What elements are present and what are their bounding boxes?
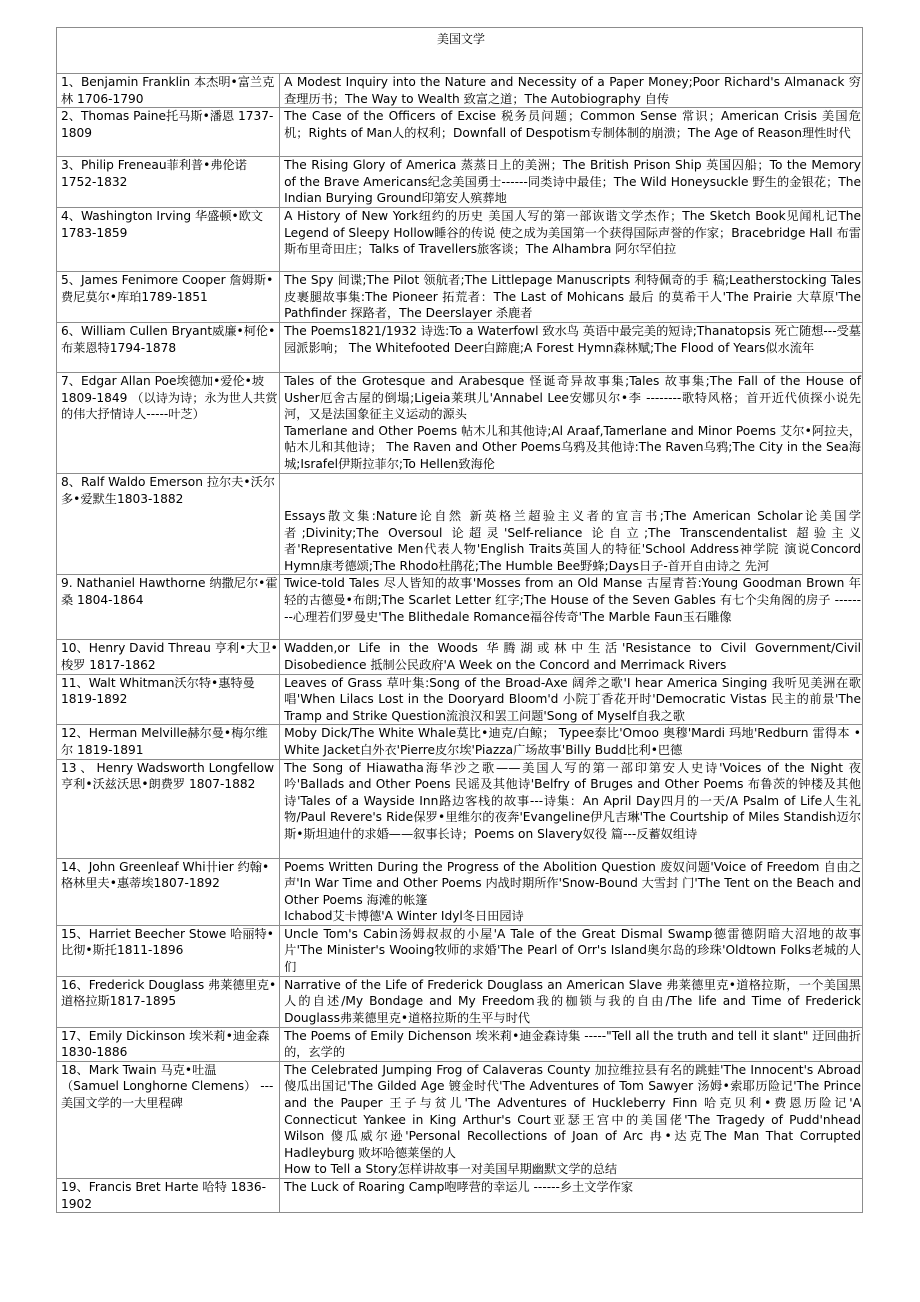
table-row-11 <box>57 674 863 725</box>
works-cell <box>280 858 863 925</box>
works-text: Tales of the Grotesque and Arabesque 怪诞奇异故事集;Tales 故事集;The Fall of the House of Usher厄舍古屋的倒塌;Ligeia莱琪儿'Annabel Lee安娜贝尔•李 --------歌特风格；首开近代侦探小说先河，又是法国象征主义运动的源头 <box>284 373 861 422</box>
works-cell <box>280 322 863 372</box>
author-cell: 17、Emily Dickinson 埃米莉•迪金森 1830-1886 <box>57 1027 280 1061</box>
author-cell: 14、John Greenleaf Whi卄ier 约翰•格林里夫•惠蒂埃1807-1892 <box>57 858 280 925</box>
table-row-13 <box>57 759 863 858</box>
table-row-12 <box>57 725 863 759</box>
table-row-5 <box>57 272 863 323</box>
works-text: The Poems1821/1932 诗选:To a Waterfowl 致水鸟 英语中最完美的短诗;Thanatopsis 死亡随想---受墓园派影响； The Whitefooted Deer白蹄鹿;A Forest Hymn森林赋;The Flood of Years似水流年 <box>284 323 861 355</box>
works-text: Essays散文集:Nature论自然 新英格兰超验主义者的宣言书;The American Scholar论美国学者;Divinity;The Oversoul 论超灵'Self-reliance 论自立;The Transcendentalist 超验主义者'Representative Men代表人物'English Traits英国人的特征'School Address神学院 演说Concord Hymn康考德颂;The Rhodo杜鹃花;The Humble Bee野蜂;Days日子-首开自由诗之 先河 <box>284 508 861 573</box>
works-text: The Case of the Officers of Excise 税务员问题；Common Sense 常识；American Crisis 美国危机；Rights of Man人的权利；Downfall of Despotism专制体制的崩溃；The Age of Reason理性时代 <box>284 109 861 140</box>
author-cell: 8、Ralf Waldo Emerson 拉尔夫•沃尔多•爱默生1803-1882 <box>57 473 280 574</box>
table-row-18 <box>57 1061 863 1178</box>
table-row-16 <box>57 976 863 1027</box>
works-cell <box>280 1179 863 1213</box>
works-text: The Celebrated Jumping Frog of Calaveras County 加拉维拉县有名的跳蛙'The Innocent's Abroad 傻瓜出国记'The Gilded Age 镀金时代'The Adventures of Tom Sawyer 汤姆•索耶历险记'The Prince and the Pauper 王子与贫儿'The Adventures of Huckleberry Finn 哈克贝利•费恩历险记'A Connecticut Yankee in King Arthur's Court亚瑟王宫中的美国佬'The Tragedy of Pudd'nhead Wilson 傻瓜威尔逊'Personal Recollections of Joan of Arc 冉•达克The Man That Corrupted Hadleyburg 败坏哈德莱堡的人 <box>284 1062 861 1160</box>
author-cell: 19、Francis Bret Harte 哈特 1836-1902 <box>57 1179 280 1213</box>
literature-table <box>56 27 863 1213</box>
works-text: Poems Written During the Progress of the Abolition Question 废奴问题'Voice of Freedom 自由之声'In War Time and Other Poems 内战时期所作'Snow-Bound 大雪封 门'The Tent on the Beach and Other Poems 海滩的帐篷 <box>284 859 861 907</box>
table-row-19 <box>57 1179 863 1213</box>
works-text: Uncle Tom's Cabin汤姆叔叔的小屋'A Tale of the Great Dismal Swamp德雷德阴暗大沼地的故事片'The Minister's Wooing牧师的求婚'The Pearl of Orr's Island奥尔岛的珍珠'Oldtown Folks老城的人们 <box>284 926 861 975</box>
cell-spacer <box>284 491 861 508</box>
works-cell <box>280 976 863 1027</box>
table-row-8 <box>57 473 863 574</box>
works-text: The Luck of Roaring Camp咆哮营的幸运儿 ------乡土文学作家 <box>284 1180 634 1194</box>
table-row-7 <box>57 372 863 473</box>
works-cell <box>280 473 863 574</box>
cell-spacer <box>284 474 861 491</box>
author-cell: 16、Frederick Douglass 弗莱德里克•道格拉斯1817-1895 <box>57 976 280 1027</box>
author-cell: 11、Walt Whitman沃尔特•惠特曼 1819-1892 <box>57 674 280 725</box>
author-cell: 1、Benjamin Franklin 本杰明•富兰克林 1706-1790 <box>57 74 280 108</box>
author-cell: 2、Thomas Paine托马斯•潘恩 1737-1809 <box>57 108 280 157</box>
table-row-14 <box>57 858 863 925</box>
works-cell <box>280 372 863 473</box>
works-text: Wadden,or Life in the Woods 华腾湖或林中生活'Resistance to Civil Government/Civil Disobedience 抵制公民政府'A Week on the Concord and Merrimack Rivers <box>284 641 861 672</box>
works-cell <box>280 674 863 725</box>
table-row-2 <box>57 108 863 157</box>
author-cell: 7、Edgar Allan Poe埃德加•爱伦•坡1809-1849 （以诗为诗；永为世人共赏的伟大抒情诗人-----叶芝） <box>57 372 280 473</box>
works-text: Twice-told Tales 尽人皆知的故事'Mosses from an Old Manse 古屋青苔:Young Goodman Brown 年轻的古德曼•布朗;The Scarlet Letter 红字;The House of the Seven Gables 有七个尖角阁的房子 --------心理若们罗曼史'The Blithedale Romance福谷传奇'The Marble Faun玉石雕像 <box>284 576 861 624</box>
works-text: A History of New York纽约的历史 美国人写的第一部诙谐文学杰作；The Sketch Book见闻札记The Legend of Sleepy Hollow睡谷的传说 使之成为美国第一个获得国际声誉的作家；Bracebridge Hall 布雷斯布里奇田庄；Talks of Travellers旅客谈；The Alhambra 阿尔罕伯拉 <box>284 209 861 257</box>
author-cell: 13 、 Henry Wadsworth Longfellow亨利•沃兹沃思•朗费罗 1807-1882 <box>57 759 280 858</box>
works-text: Leaves of Grass 草叶集:Song of the Broad-Axe 阔斧之歌'I hear America Singing 我听见美洲在歌唱'When Lilacs Lost in the Dooryard Bloom'd 小院丁香花开时'Democratic Vistas 民主的前景'The Tramp and Strike Question流浪汉和罢工问题'Song of Myself自我之歌 <box>284 675 861 723</box>
works-text: The Spy 间谍;The Pilot 领航者;The Littlepage Manuscripts 利特佩奇的手 稿;Leatherstocking Tales 皮裹腿故事集:The Pioneer 拓荒者：The Last of Mohicans 最后 的莫希干人'The Prairie 大草原'The Pathfinder 探路者，The Deerslayer 杀鹿者 <box>284 273 861 321</box>
works-cell <box>280 1027 863 1061</box>
table-row-4 <box>57 208 863 272</box>
works-extra-text: How to Tell a Story怎样讲故事一对美国早期幽默文学的总结 <box>284 1162 618 1177</box>
works-cell <box>280 925 863 976</box>
works-text: The Poems of Emily Dichenson 埃米莉•迪金森诗集 -----"Tell all the truth and tell it slant" 迂回曲折的，玄学的 <box>284 1028 861 1060</box>
author-cell: 6、William Cullen Bryant威廉•柯伦•布莱恩特1794-1878 <box>57 322 280 372</box>
title-row <box>57 28 863 74</box>
table-row-3 <box>57 157 863 208</box>
works-extra-text: Ichabod艾卡博德'A Winter Idyl冬日田园诗 <box>284 909 524 924</box>
author-cell: 9. Nathaniel Hawthorne 纳撒尼尔•霍桑 1804-1864 <box>57 575 280 640</box>
works-text: Moby Dick/The White Whale莫比•迪克/白鲸； Typee泰比'Omoo 奥穆'Mardi 玛地'Redburn 雷得本 • White Jacket白外衣'Pierre皮尔埃'Piazza广场故事'Billy Budd比利•巴德 <box>284 726 861 757</box>
author-cell: 3、Philip Freneau菲利普•弗伦诺 1752-1832 <box>57 157 280 208</box>
works-cell <box>280 575 863 640</box>
works-text: Narrative of the Life of Frederick Douglass an American Slave 弗莱德里克•道格拉斯，一个美国黑人的自述/My Bondage and My Freedom我的枷锁与我的自由/The life and Time of Frederick Douglass弗莱德里克•道格拉斯的生平与时代 <box>284 977 861 1025</box>
author-cell: 18、Mark Twain 马克•吐温 （Samuel Longhorne Clemens） ---美国文学的一大里程碑 <box>57 1061 280 1178</box>
table-row-10 <box>57 640 863 674</box>
author-cell: 5、James Fenimore Cooper 詹姆斯•费尼莫尔•库珀1789-1851 <box>57 272 280 323</box>
works-text: The Song of Hiawatha海华沙之歌——美国人写的第一部印第安人史诗'Voices of the Night 夜吟'Ballads and Other Poens 民谣及其他诗'Belfry of Bruges and Other Poems 布鲁茨的钟楼及其他诗'Tales of a Wayside Inn路边客栈的故事---诗集：An April Day四月的一天/A Psalm of Life人生礼物/Paul Revere's Ride保罗•里维尔的夜奔'Evangeline伊凡吉琳'The Courtship of Miles Standish迈尔斯•斯坦迪什的求婚——叙事长诗；Poems on Slavery奴役 篇---反蓄奴组诗 <box>284 760 861 841</box>
works-cell <box>280 208 863 272</box>
works-cell <box>280 74 863 108</box>
works-cell <box>280 272 863 323</box>
table-row-15 <box>57 925 863 976</box>
works-cell <box>280 725 863 759</box>
author-cell: 15、Harriet Beecher Stowe 哈丽特•比彻•斯托1811-1896 <box>57 925 280 976</box>
works-cell <box>280 1061 863 1178</box>
author-cell: 4、Washington Irving 华盛顿•欧文 1783-1859 <box>57 208 280 272</box>
table-row-1 <box>57 74 863 108</box>
works-text: The Rising Glory of America 蒸蒸日上的美洲；The British Prison Ship 英国囚船；To the Memory of the Brave Americans纪念美国勇士------同类诗中最佳；The Wild Honeysuckle 野生的金银花；The Indian Burying Ground印第安人殡葬地 <box>284 158 861 206</box>
table-row-9 <box>57 575 863 640</box>
works-cell <box>280 640 863 674</box>
table-row-17 <box>57 1027 863 1061</box>
table-row-6 <box>57 322 863 372</box>
works-cell <box>280 759 863 858</box>
author-cell: 12、Herman Melville赫尔曼•梅尔维尔 1819-1891 <box>57 725 280 759</box>
works-cell <box>280 108 863 157</box>
document-title: 美国文学 <box>57 28 863 74</box>
works-text: A Modest Inquiry into the Nature and Necessity of a Paper Money;Poor Richard's Almanack 穷查理历书；The Way to Wealth 致富之道；The Autobiography 自传 <box>284 75 861 106</box>
works-cell <box>280 157 863 208</box>
author-cell: 10、Henry David Threau 亨利•大卫•梭罗 1817-1862 <box>57 640 280 674</box>
works-extra-text: Tamerlane and Other Poems 帖木儿和其他诗;Al Araaf,Tamerlane and Minor Poems 艾尔•阿拉夫，帖木儿和其他诗； The Raven and Other Poems乌鸦及其他诗:The Raven乌鸦;The City in the Sea海城;Israfel伊斯拉菲尔;To Hellen致海伦 <box>284 423 861 471</box>
